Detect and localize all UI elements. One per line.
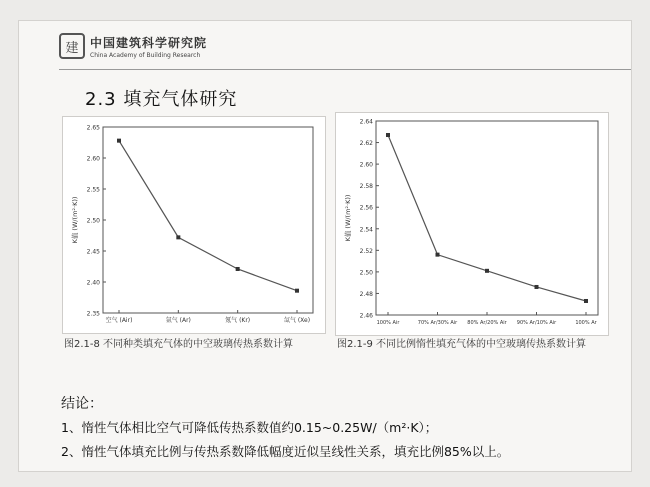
y-tick-label: 2.60 — [86, 155, 100, 163]
data-point — [236, 267, 240, 271]
y-tick-label: 2.62 — [359, 140, 373, 148]
y-tick-label: 2.50 — [359, 269, 373, 277]
conclusion-title: 结论： — [61, 396, 103, 412]
y-tick-label: 2.65 — [86, 124, 100, 132]
data-point — [386, 133, 390, 137]
data-point — [176, 235, 180, 239]
org-name-en: China Academy of Building Research — [90, 51, 201, 59]
y-tick-label: 2.35 — [86, 310, 100, 318]
x-tick-label: 100% Air — [376, 320, 400, 326]
chart-gas-types — [62, 116, 326, 334]
y-tick-label: 2.58 — [359, 183, 373, 191]
data-point — [436, 253, 440, 257]
chart-gas-ratios-caption: 图2.1-9 不同比例惰性填充气体的中空玻璃传热系数计算 — [337, 339, 587, 350]
x-tick-label: 空气 (Air) — [105, 317, 133, 324]
series-line — [388, 135, 586, 301]
y-tick-label: 2.55 — [86, 186, 100, 194]
chart-gas-types-svg — [63, 117, 325, 333]
x-tick-label: 氩气 (Ar) — [165, 317, 191, 324]
x-tick-label: 氪气 (Kr) — [225, 317, 251, 324]
data-point — [117, 139, 121, 143]
x-tick-label: 100% Ar — [575, 320, 597, 326]
header — [59, 33, 207, 59]
x-tick-label: 80% Ar/20% Air — [467, 320, 507, 326]
org-name — [90, 34, 207, 59]
y-tick-label: 2.52 — [359, 247, 373, 255]
org-name-cn: 中国建筑科学研究院 — [90, 35, 208, 50]
y-axis-label: K值 (W/(m²·K)) — [344, 194, 352, 242]
y-tick-label: 2.50 — [86, 217, 100, 225]
header-divider — [59, 69, 631, 70]
y-tick-label: 2.48 — [359, 290, 373, 298]
chart-gas-types-caption: 图2.1-8 不同种类填充气体的中空玻璃传热系数计算 — [64, 339, 294, 350]
y-tick-label: 2.64 — [359, 118, 373, 126]
series-line — [119, 141, 297, 291]
x-tick-label: 氙气 (Xe) — [283, 317, 311, 324]
plot-frame — [376, 121, 598, 315]
data-point — [584, 299, 588, 303]
chart-gas-ratios — [335, 112, 609, 336]
x-tick-label: 70% Ar/30% Air — [417, 320, 458, 326]
y-tick-label: 2.46 — [359, 312, 373, 320]
slide — [18, 20, 632, 472]
conclusion-item-2: 2、惰性气体填充比例与传热系数降低幅度近似呈线性关系，填充比例85%以上。 — [61, 444, 510, 459]
data-point — [295, 289, 299, 293]
academy-logo-icon: 建 — [59, 33, 85, 59]
y-tick-label: 2.40 — [86, 279, 100, 287]
data-point — [535, 285, 539, 289]
section-title: 2.3 填充气体研究 — [85, 89, 238, 110]
y-tick-label: 2.45 — [86, 248, 100, 256]
y-tick-label: 2.54 — [359, 226, 373, 234]
y-axis-label: K值 (W/(m²·K)) — [71, 196, 79, 244]
y-tick-label: 2.56 — [359, 204, 373, 212]
x-tick-label: 90% Ar/10% Air — [516, 320, 557, 326]
data-point — [485, 269, 489, 273]
conclusion-item-1: 1、惰性气体相比空气可降低传热系数值约0.15~0.25W/（m²·K）； — [61, 420, 438, 435]
y-tick-label: 2.60 — [359, 161, 373, 169]
chart-gas-ratios-svg — [336, 113, 608, 335]
